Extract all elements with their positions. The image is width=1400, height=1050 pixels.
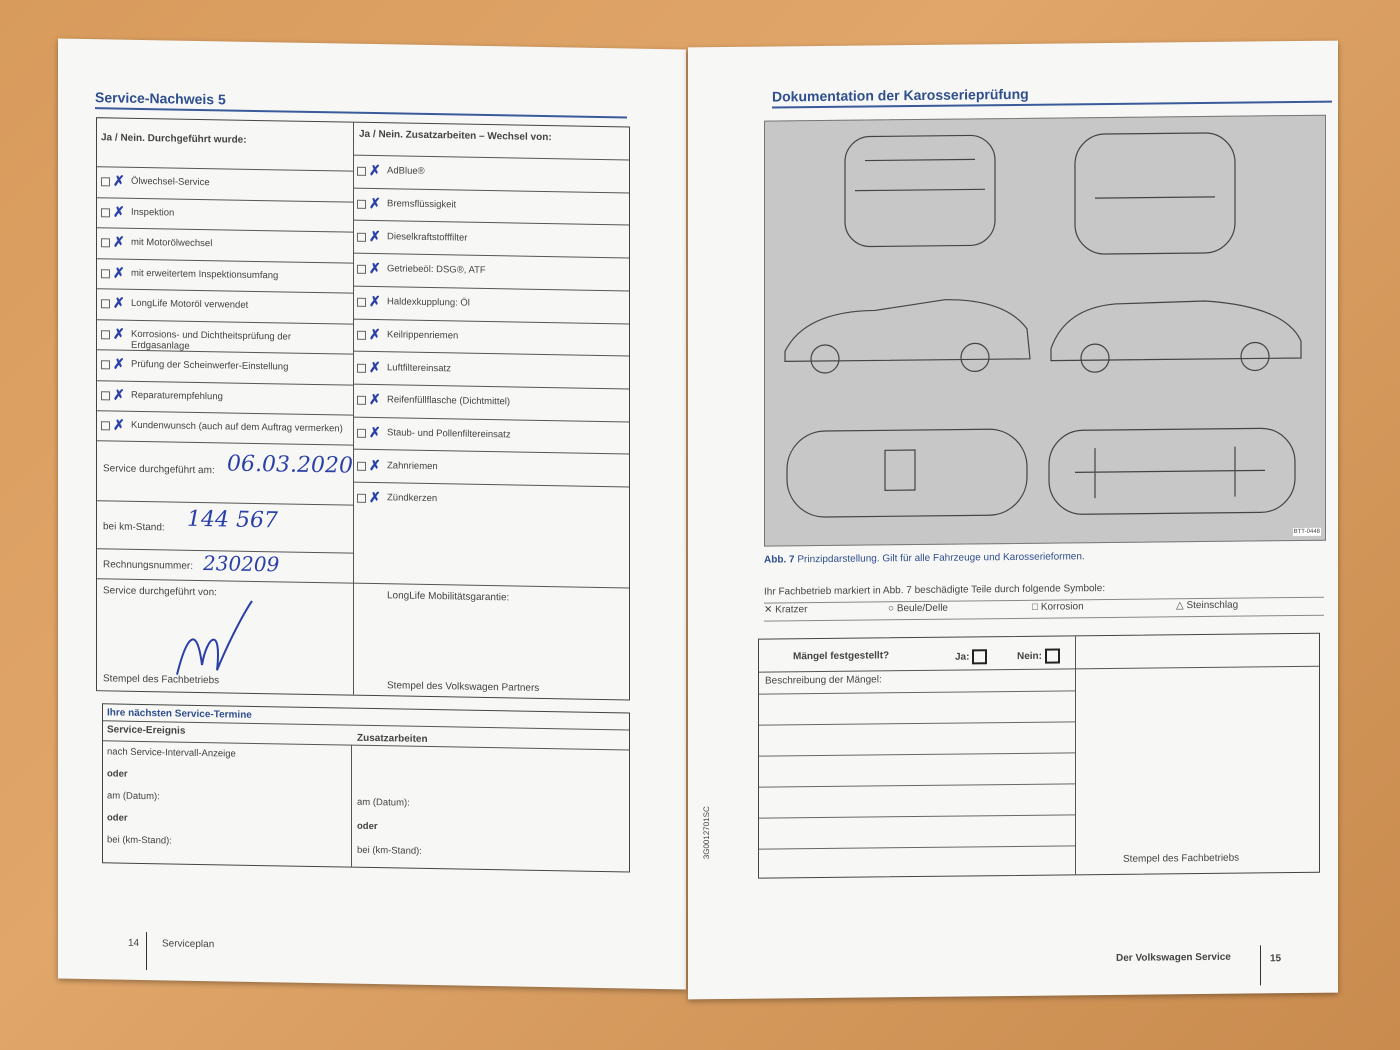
- car-diagrams-icon: [765, 116, 1325, 546]
- defect-line: [759, 845, 1075, 849]
- item-label: Keilrippenriemen: [387, 329, 459, 342]
- right-stamp-label: Stempel des Fachbetriebs: [1123, 852, 1240, 865]
- defects-yes: Ja:: [955, 649, 991, 664]
- left-page-section: Serviceplan: [162, 938, 215, 951]
- right-page-number: 15: [1270, 953, 1282, 965]
- item-label: mit Motorölwechsel: [131, 237, 213, 250]
- left-title: Service-Nachweis 5: [95, 89, 226, 108]
- item-label: Prüfung der Scheinwerfer-Einstellung: [131, 359, 289, 373]
- checkbox-icon: [357, 298, 366, 307]
- caption-text: Prinzipdarstellung. Gilt für alle Fahrzeuge und Karosserieformen.: [797, 551, 1085, 566]
- legend-beule: ○ Beule/Delle: [888, 602, 948, 615]
- item-label: Zündkerzen: [387, 492, 438, 505]
- next-service-table: [102, 703, 630, 872]
- car-side-hatch: [1051, 300, 1301, 361]
- service-date-value: 06.03.2020: [227, 451, 353, 479]
- car-figure: [764, 115, 1326, 547]
- check-mark-icon: ✗: [369, 423, 381, 441]
- item-label: Ölwechsel-Service: [131, 176, 210, 189]
- checkbox-icon: [101, 269, 110, 278]
- next-item: oder: [107, 812, 128, 824]
- signature-row: [97, 578, 629, 700]
- next-col1: Service-Ereignis: [107, 724, 186, 737]
- next-item: am (Datum):: [357, 796, 410, 809]
- item-label: Staub- und Pollenfiltereinsatz: [387, 427, 511, 441]
- signature-icon: [167, 594, 257, 686]
- invoice-label: Rechnungsnummer:: [103, 559, 194, 572]
- col2-header: Ja / Nein. Zusatzarbeiten – Wechsel von:: [359, 128, 552, 144]
- defects-lines: [759, 634, 1319, 640]
- check-mark-icon: ✗: [369, 391, 381, 408]
- invoice-value: 230209: [203, 551, 280, 577]
- legend-kratzer: ✕ Kratzer: [764, 604, 808, 616]
- check-mark-icon: ✗: [113, 355, 125, 372]
- left-page-number: 14: [128, 937, 140, 949]
- check-mark-icon: ✗: [113, 386, 125, 403]
- item-label: Inspektion: [131, 206, 175, 219]
- defect-line: [759, 783, 1075, 787]
- item-label: LongLife Motoröl verwendet: [131, 298, 249, 312]
- col1-header: Ja / Nein. Durchgeführt wurde:: [101, 132, 247, 146]
- right-page: [688, 41, 1338, 1000]
- check-mark-icon: ✗: [369, 293, 381, 310]
- mobility-label: LongLife Mobilitätsgarantie:: [387, 590, 510, 604]
- item-label: AdBlue®: [387, 165, 425, 178]
- check-mark-icon: ✗: [369, 194, 381, 212]
- checkbox-icon: [101, 391, 110, 400]
- checkbox-icon: [357, 396, 366, 405]
- figure-code: BTT-0448: [1293, 528, 1320, 536]
- checkbox-icon: [357, 167, 366, 176]
- defect-line: [759, 690, 1075, 694]
- check-mark-icon: ✗: [113, 325, 125, 342]
- next-item: bei (km-Stand):: [107, 834, 172, 847]
- right-title: Dokumentation der Karosserieprüfung: [772, 85, 1029, 105]
- km-label: bei km-Stand:: [103, 521, 165, 534]
- item-label: mit erweitertem Inspektionsumfang: [131, 267, 279, 282]
- item-label: Reparaturempfehlung: [131, 389, 223, 403]
- item-label: Korrosions- und Dichtheitsprüfung der Erdgasanlage: [131, 328, 292, 352]
- checkbox-icon: [357, 494, 366, 503]
- defect-line: [759, 814, 1075, 818]
- defects-question: Mängel festgestellt?: [793, 650, 890, 663]
- defects-no: Nein:: [1017, 648, 1064, 663]
- caption-label: Abb. 7: [764, 554, 795, 566]
- check-mark-icon: ✗: [113, 172, 125, 189]
- item-label: Luftfiltereinsatz: [387, 361, 451, 374]
- item-label: Dieselkraftstofffilter: [387, 230, 468, 244]
- side-code: 3G0012701SC: [702, 806, 711, 860]
- checkbox-icon: [357, 232, 366, 241]
- item-label: Kundenwunsch (auch auf dem Auftrag vermerken): [131, 420, 343, 435]
- checkbox-icon: [357, 429, 366, 438]
- checkbox-icon: [357, 363, 366, 372]
- checkbox-icon: [357, 331, 366, 340]
- legend-intro: Ihr Fachbetrieb markiert in Abb. 7 beschädigte Teile durch folgende Symbole:: [764, 583, 1106, 598]
- checkbox-icon: [101, 178, 110, 187]
- next-title: Ihre nächsten Service-Termine: [107, 707, 252, 721]
- stamp1-label: Stempel des Fachbetriebs: [103, 673, 220, 687]
- checkbox-icon: [101, 361, 110, 370]
- service-date-label: Service durchgeführt am:: [103, 463, 215, 477]
- check-mark-icon: ✗: [113, 233, 125, 250]
- check-mark-icon: ✗: [369, 260, 381, 277]
- next-item: oder: [107, 768, 128, 780]
- list-item: [353, 482, 629, 521]
- check-mark-icon: ✗: [369, 162, 381, 179]
- next-col2: Zusatzarbeiten: [357, 732, 428, 745]
- check-mark-icon: ✗: [113, 416, 125, 433]
- next-item: oder: [357, 820, 378, 833]
- defects-table: [758, 633, 1320, 879]
- legend-steinschlag: △ Steinschlag: [1176, 599, 1239, 612]
- check-mark-icon: ✗: [113, 203, 125, 220]
- checkbox-icon: [101, 330, 110, 339]
- car-top-view: [787, 429, 1027, 518]
- item-label: Reifenfüllflasche (Dichtmittel): [387, 394, 511, 408]
- checkbox-icon: [101, 300, 110, 309]
- title-rule: [95, 107, 627, 118]
- defect-line: [759, 721, 1075, 725]
- checkbox-icon: [357, 265, 366, 274]
- right-footer: Der Volkswagen Service: [1116, 951, 1231, 964]
- stamp2-label: Stempel des Volkswagen Partners: [387, 680, 540, 694]
- check-mark-icon: ✗: [369, 358, 381, 375]
- check-mark-icon: ✗: [369, 489, 381, 506]
- defect-line: [759, 752, 1075, 756]
- next-item: nach Service-Intervall-Anzeige: [107, 746, 236, 760]
- by-label: Service durchgeführt von:: [103, 585, 217, 599]
- item-label: Haldexkupplung: Öl: [387, 296, 470, 309]
- checkbox-icon: [101, 422, 110, 431]
- km-value: 144 567: [187, 506, 278, 534]
- km-row: [97, 500, 353, 553]
- check-mark-icon: ✗: [369, 227, 381, 244]
- checkbox-icon: [357, 461, 366, 470]
- checkbox-icon: [101, 208, 110, 217]
- item-label: Bremsflüssigkeit: [387, 198, 457, 211]
- check-mark-icon: ✗: [113, 294, 125, 311]
- car-side-sedan: [785, 299, 1030, 362]
- check-mark-icon: ✗: [113, 264, 125, 281]
- figure-caption: [764, 551, 1085, 565]
- next-item: am (Datum):: [107, 790, 160, 803]
- date-row: [97, 440, 353, 505]
- car-front-view: [1075, 133, 1235, 255]
- defects-desc-label: Beschreibung der Mängel:: [765, 674, 882, 687]
- next-item: bei (km-Stand):: [357, 844, 422, 857]
- item-label: Zahnriemen: [387, 459, 438, 472]
- check-mark-icon: ✗: [369, 456, 381, 473]
- service-table: [96, 117, 630, 700]
- checkbox-icon: [101, 239, 110, 248]
- legend-korrosion: □ Korrosion: [1032, 601, 1084, 613]
- item-label: Getriebeöl: DSG®, ATF: [387, 263, 486, 277]
- check-mark-icon: ✗: [369, 325, 381, 342]
- left-page: [58, 39, 686, 990]
- checkbox-icon: [357, 200, 366, 209]
